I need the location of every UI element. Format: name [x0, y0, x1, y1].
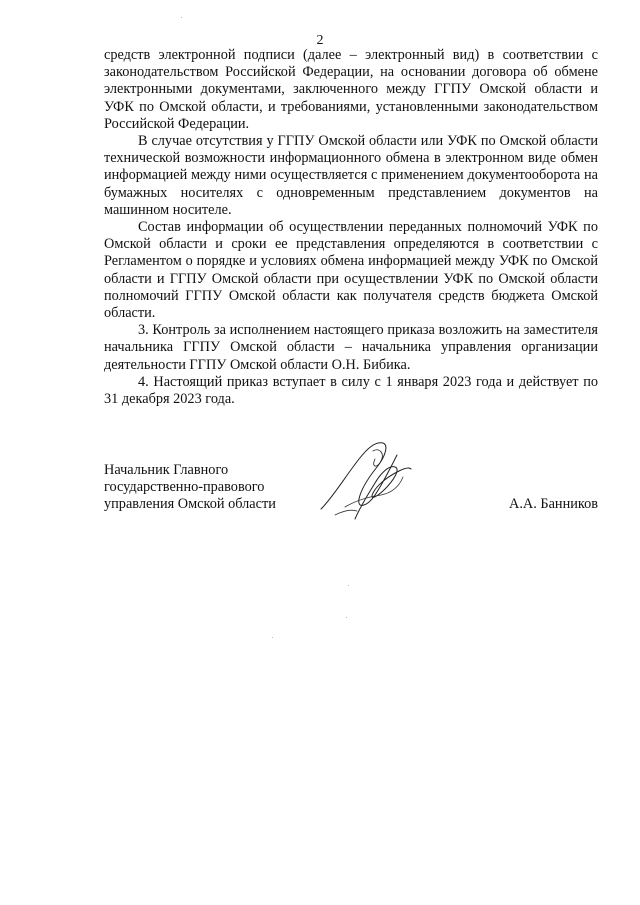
signer-name: А.А. Банников — [509, 496, 598, 512]
signer-title-line: Начальник Главного — [104, 462, 229, 478]
paragraph-continuation: средств электронной подписи (далее – электронный вид) в соответствии с законодательством Российской Федерации, на основании договора об обмене электронными документами, заключенного между ГГПУ Омской области и УФК по Омской области, и требованиями, установленными законодательством Российской Федерации. — [104, 47, 598, 132]
scan-speck — [181, 17, 182, 18]
paragraph-no-electronic-exchange: В случае отсутствия у ГГПУ Омской области или УФК по Омской области технической возможности информационного обмена в электронном виде обмен информацией между ними осуществляется с применением документооборота на бумажных носителях с одновременным представлением документов на машинном носителе. — [104, 133, 598, 218]
signer-title-line: управления Омской области — [104, 496, 276, 513]
paragraph-effective-date: 4. Настоящий приказ вступает в силу с 1 января 2023 года и действует по 31 декабря 2023 года. — [104, 373, 598, 408]
paragraph-control: 3. Контроль за исполнением настоящего приказа возложить на заместителя начальника ГГПУ Омской области – начальника управления организации деятельности ГГПУ Омской области О.Н. Бибика. — [104, 322, 598, 373]
scan-speck — [348, 585, 349, 586]
handwritten-signature — [315, 437, 415, 527]
page-number: 2 — [316, 33, 324, 48]
signer-title-line: государственно-правового — [104, 479, 265, 496]
paragraph-information-composition: Состав информации об осуществлении переданных полномочий УФК по Омской области и сроки ее представления определяются в соответствии с Регламентом о порядке и условиях обмена информацией между УФК по Омской области и ГГПУ Омской области при осуществлении УФК по Омской области полномочий ГГПУ Омской области как получателя средств бюджета Омской области. — [104, 219, 598, 322]
scan-speck — [346, 617, 347, 618]
document-body — [104, 47, 598, 408]
scan-speck — [272, 637, 273, 638]
